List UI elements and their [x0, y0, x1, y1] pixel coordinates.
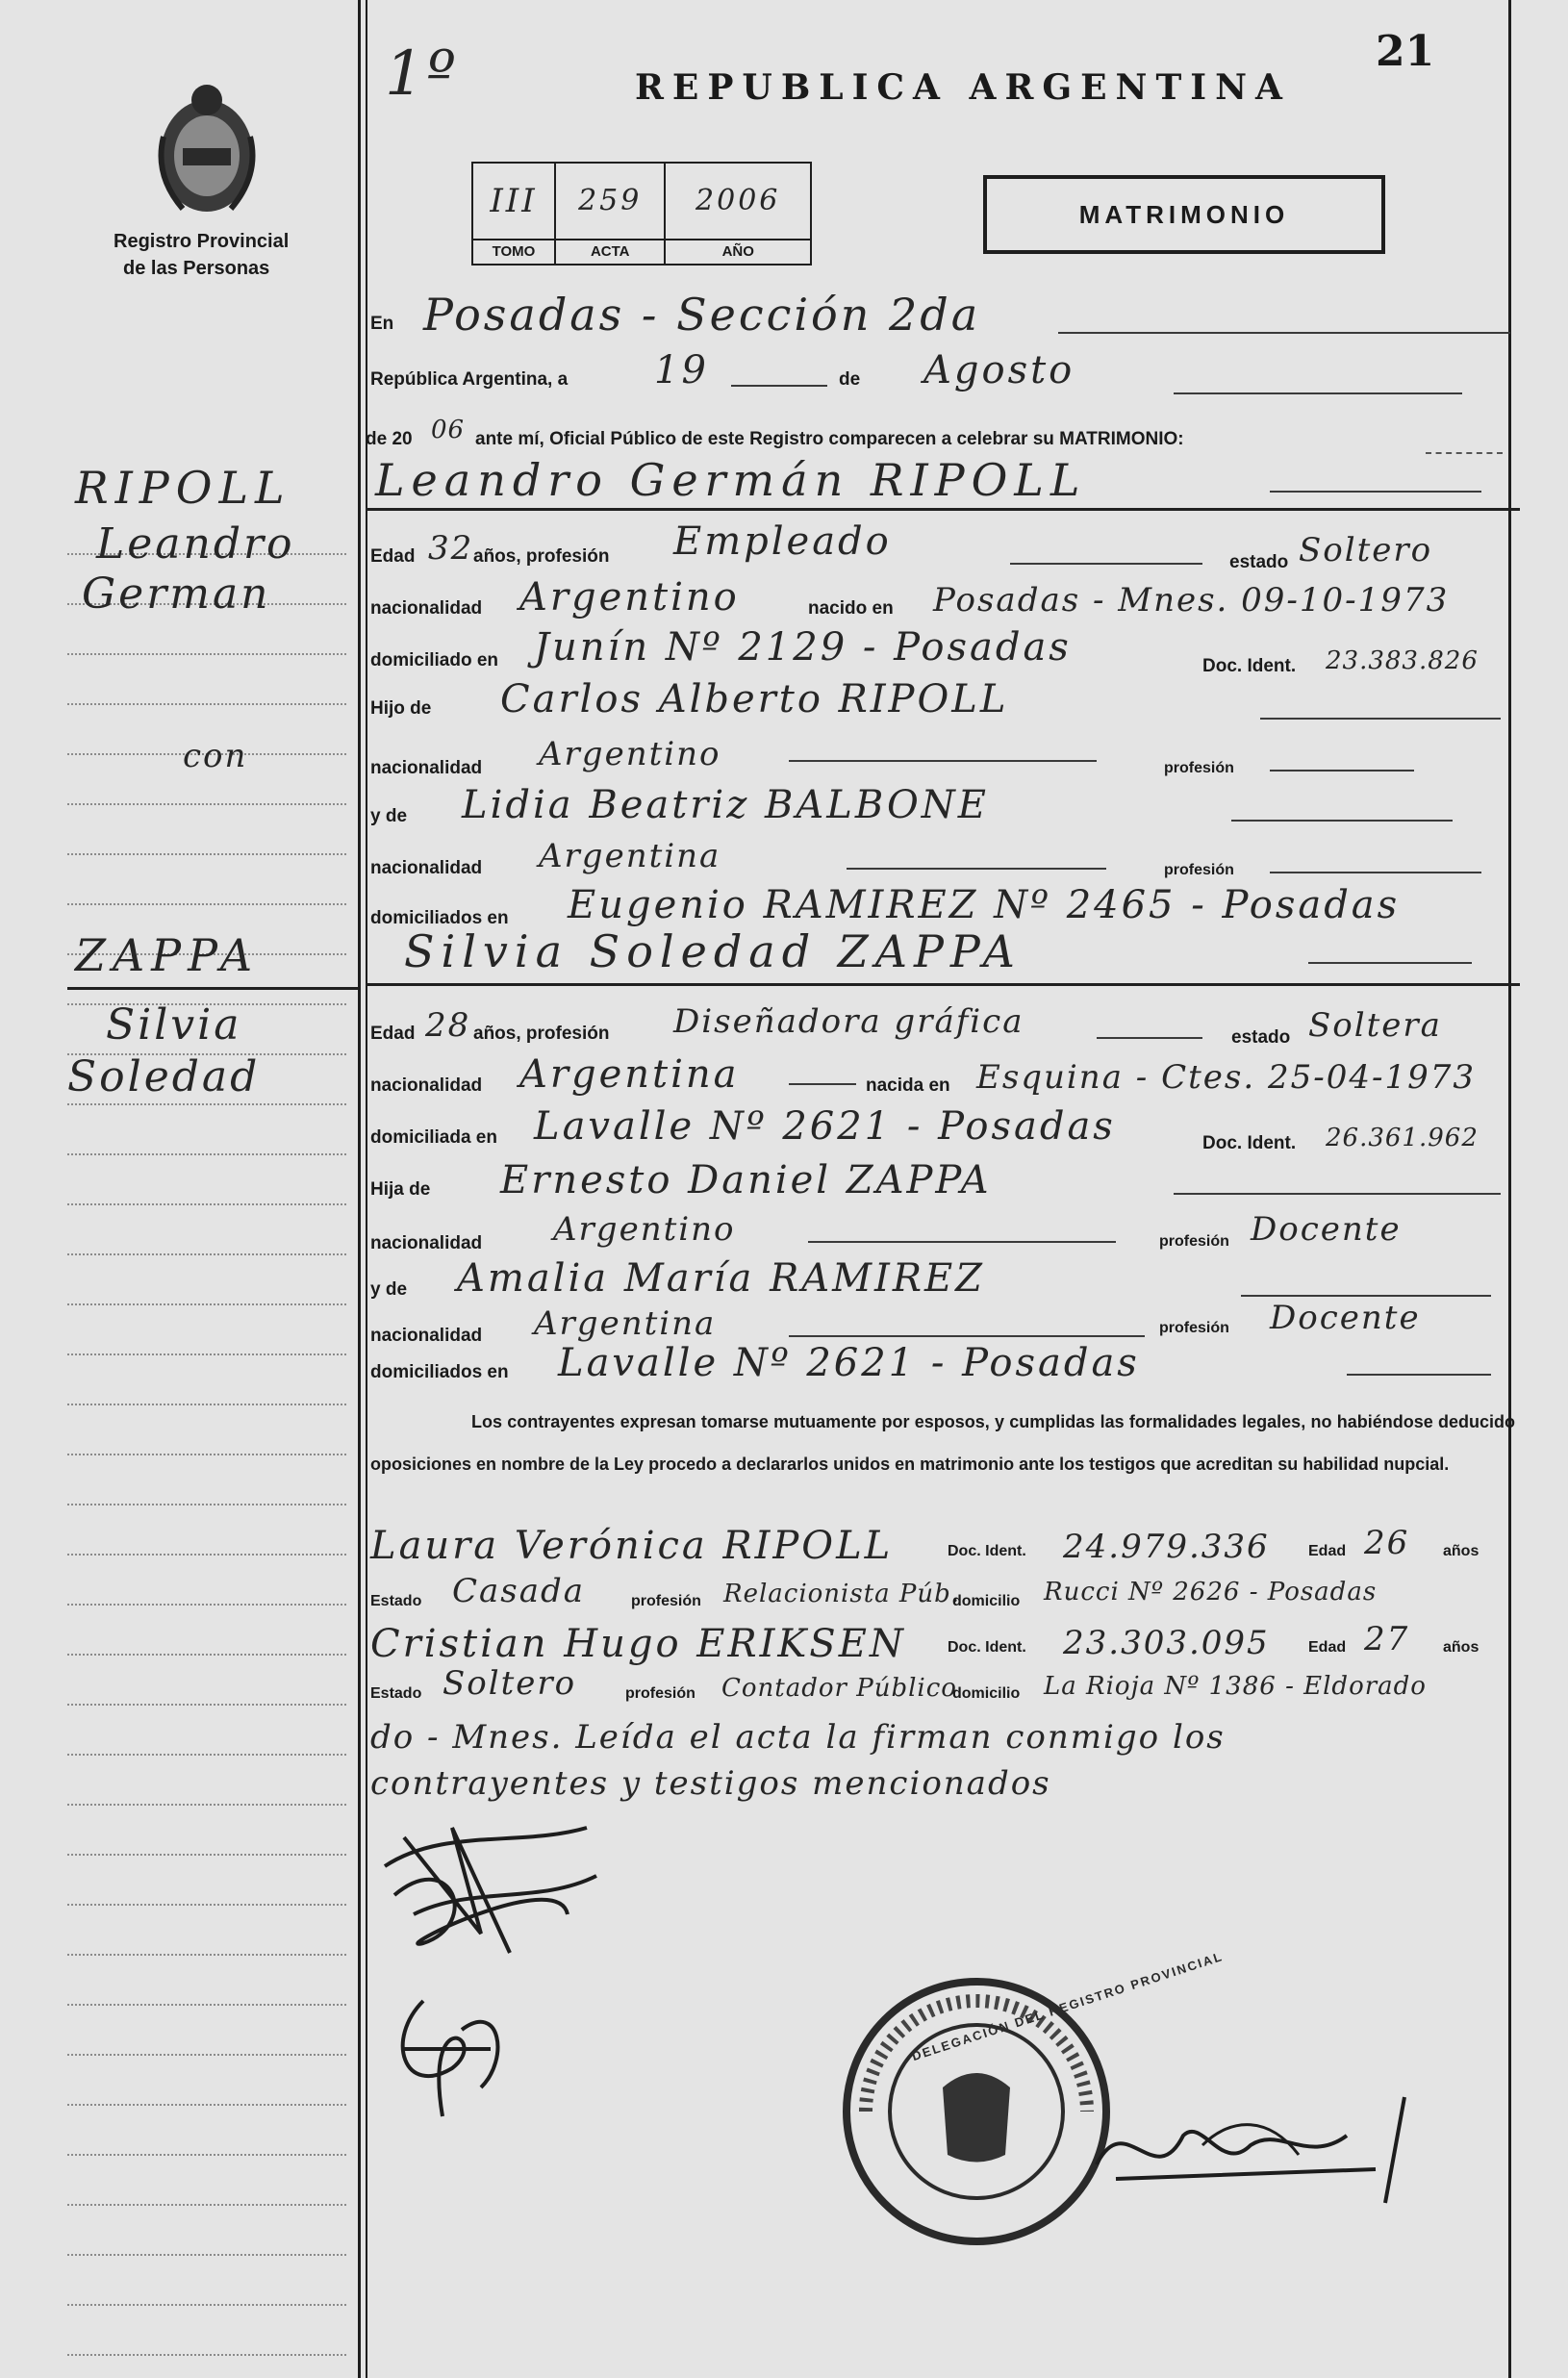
groom-full-name: Leandro Germán RIPOLL	[375, 454, 1087, 506]
closing-line-1: do - Mnes. Leída el acta la firman conmigo los	[370, 1718, 1226, 1757]
margin-ruled-line	[67, 1153, 346, 1155]
tomo-value: III	[472, 163, 555, 240]
witness-2-domicilio-label: domicilio	[952, 1685, 1021, 1702]
margin-ruled-line	[67, 1253, 346, 1255]
bride-name-fill-line	[1308, 962, 1472, 964]
margin-ruled-line	[67, 1604, 346, 1606]
bride-full-name: Silvia Soledad ZAPPA	[404, 925, 1022, 977]
bride-age: 28	[425, 1006, 471, 1045]
margin-ruled-line	[67, 2354, 346, 2356]
groom-mother-nationality-fill-line	[847, 868, 1106, 870]
bride-profession: Diseñadora gráfica	[673, 1002, 1024, 1041]
margin-con: con	[183, 737, 248, 775]
bride-mother-nationality-fill-line	[789, 1335, 1145, 1337]
margin-ruled-line	[67, 1704, 346, 1706]
margin-rule-left	[358, 0, 361, 2378]
bride-mother-profesion-label: profesión	[1159, 1320, 1229, 1336]
bride-mother-profession: Docente	[1270, 1299, 1421, 1337]
witness-1-profesion-label: profesión	[631, 1593, 701, 1609]
witness-1-age: 26	[1364, 1524, 1410, 1562]
margin-ruled-line	[67, 1353, 346, 1355]
country-title: REPUBLICA ARGENTINA	[635, 67, 1291, 108]
groom-mother-nationality: Argentina	[539, 837, 721, 875]
groom-domiciliado-label: domiciliado en	[370, 650, 499, 670]
margin-ruled-line	[67, 1404, 346, 1405]
witness-1-address: Rucci Nº 2626 - Posadas	[1044, 1578, 1378, 1606]
intro-statement: ante mí, Oficial Público de este Registro comparecen a celebrar su MATRIMONIO:	[475, 429, 1184, 449]
margin-ruled-line	[67, 703, 346, 705]
coat-of-arms-icon	[144, 79, 269, 223]
acta-label: ACTA	[555, 240, 665, 266]
bride-mother-fill-line	[1241, 1295, 1491, 1297]
groom-nacido-label: nacido en	[808, 598, 894, 619]
bride-nacionalidad-label: nacionalidad	[370, 1075, 483, 1096]
corner-mark: 1º	[385, 38, 459, 110]
groom-mother-fill-line	[1231, 820, 1453, 822]
witness-1-doc-label: Doc. Ident.	[948, 1543, 1026, 1559]
witness-1-doc: 24.979.336	[1063, 1528, 1270, 1566]
witness-2-name: Cristian Hugo ERIKSEN	[370, 1622, 906, 1666]
bride-anos-profesion-label: años, profesión	[473, 1024, 610, 1044]
margin-groom-given-2: German	[82, 569, 271, 619]
margin-ruled-line	[67, 1904, 346, 1906]
groom-father-nationality-label: nacionalidad	[370, 758, 483, 778]
witness-1-civil-status: Casada	[452, 1572, 586, 1610]
margin-ruled-line	[67, 1504, 346, 1505]
margin-bride-divider	[67, 987, 358, 990]
acta-value: 259	[555, 163, 665, 240]
bride-address: Lavalle Nº 2621 - Posadas	[534, 1104, 1116, 1149]
day-value: 19	[654, 348, 709, 392]
witness-2-profesion-label: profesión	[625, 1685, 695, 1702]
groom-nationality: Argentino	[519, 575, 740, 620]
groom-father: Carlos Alberto RIPOLL	[500, 677, 1009, 721]
bride-father-nationality-fill-line	[808, 1241, 1116, 1243]
de-label: de	[839, 369, 861, 390]
margin-ruled-line	[67, 1554, 346, 1556]
groom-doc-label: Doc. Ident.	[1202, 656, 1297, 676]
margin-ruled-line	[67, 2054, 346, 2056]
bride-nacida-label: nacida en	[866, 1075, 950, 1096]
groom-father-nationality: Argentino	[539, 735, 721, 773]
bride-father-fill-line	[1174, 1193, 1501, 1195]
margin-ruled-line	[67, 1654, 346, 1656]
official-stamp-icon	[837, 1972, 1116, 2251]
margin-ruled-line	[67, 903, 346, 905]
margin-ruled-line	[67, 1754, 346, 1756]
groom-father-nationality-fill-line	[789, 760, 1097, 762]
groom-edad-label: Edad	[370, 546, 416, 567]
margin-ruled-line	[67, 1804, 346, 1806]
month-value: Agosto	[923, 348, 1075, 392]
margin-groom-surname: RIPOLL	[75, 462, 291, 514]
groom-profession: Empleado	[673, 519, 892, 564]
groom-hijo-label: Hijo de	[370, 698, 432, 719]
groom-nacionalidad-label: nacionalidad	[370, 598, 483, 619]
groom-mother: Lidia Beatriz BALBONE	[462, 783, 989, 827]
margin-bride-given-2: Soledad	[67, 1052, 261, 1101]
bride-divider	[366, 983, 1520, 986]
witness-1-domicilio-label: domicilio	[952, 1593, 1021, 1609]
bride-nationality: Argentina	[519, 1052, 740, 1097]
page-number: 21	[1376, 27, 1435, 76]
signature-contrayentes-icon	[366, 1809, 616, 2136]
groom-age: 32	[428, 529, 474, 568]
margin-bride-given-1: Silvia	[106, 1000, 242, 1050]
bride-estado-label: estado	[1231, 1027, 1291, 1048]
groom-father-profesion-label: profesión	[1164, 760, 1234, 776]
bride-civil-status: Soltera	[1308, 1006, 1442, 1045]
margin-ruled-line	[67, 1954, 346, 1956]
act-number-box	[471, 162, 812, 266]
bride-nationality-fill-line	[789, 1083, 856, 1085]
bride-parents-fill-line	[1347, 1374, 1491, 1376]
groom-mother-profesion-fill-line	[1270, 872, 1481, 873]
margin-bride-surname: ZAPPA	[75, 929, 260, 981]
witness-1-name: Laura Verónica RIPOLL	[370, 1524, 894, 1568]
ano-label: AÑO	[665, 240, 811, 266]
bride-father-nationality-label: nacionalidad	[370, 1233, 483, 1253]
groom-civil-status: Soltero	[1299, 531, 1433, 569]
groom-estado-label: estado	[1229, 552, 1289, 572]
en-label: En	[370, 314, 394, 334]
republica-label: República Argentina, a	[370, 369, 569, 390]
groom-mother-profesion-label: profesión	[1164, 862, 1234, 878]
groom-mother-nationality-label: nacionalidad	[370, 858, 483, 878]
margin-groom-given-1: Leandro	[96, 519, 295, 569]
place-value: Posadas - Sección 2da	[423, 289, 981, 341]
witness-2-profession: Contador Público	[721, 1674, 957, 1703]
bride-father-profesion-label: profesión	[1159, 1233, 1229, 1250]
margin-ruled-line	[67, 803, 346, 805]
bride-birth: Esquina - Ctes. 25-04-1973	[976, 1058, 1476, 1097]
tomo-label: TOMO	[472, 240, 555, 266]
groom-father-fill-line	[1260, 718, 1501, 720]
margin-ruled-line	[67, 1854, 346, 1856]
bride-mother-nationality-label: nacionalidad	[370, 1326, 483, 1346]
bride-domiciliada-label: domiciliada en	[370, 1127, 497, 1148]
bride-parents-address: Lavalle Nº 2621 - Posadas	[558, 1341, 1140, 1385]
groom-profession-fill-line	[1010, 563, 1202, 565]
day-fill-line	[731, 385, 827, 387]
bride-parents-domicile-label: domiciliados en	[370, 1362, 509, 1382]
witness-2-age: 27	[1364, 1620, 1410, 1658]
margin-ruled-line	[67, 2254, 346, 2256]
registry-name-line1: Registro Provincial	[114, 231, 290, 252]
signature-official-icon	[1087, 2078, 1433, 2213]
groom-parents-address: Eugenio RAMIREZ Nº 2465 - Posadas	[568, 883, 1401, 927]
groom-doc: 23.383.826	[1326, 646, 1479, 675]
month-fill-line	[1174, 392, 1462, 394]
margin-ruled-line	[67, 1203, 346, 1205]
act-type-box: MATRIMONIO	[983, 175, 1385, 254]
groom-father-profesion-fill-line	[1270, 770, 1414, 772]
statement-fill-line	[1426, 452, 1503, 454]
declaration-text: Los contrayentes expresan tomarse mutuamente por esposos, y cumplidas las formalidades legales, no habiéndose deducido oposiciones en nombre de la Ley procedo a declararlos unidos en matrimonio ante los testigos que acreditan su habilidad nupcial.	[370, 1412, 1515, 1474]
witness-1-estado-label: Estado	[370, 1593, 422, 1609]
bride-edad-label: Edad	[370, 1024, 416, 1044]
year-prefix: de 20	[366, 429, 413, 449]
bride-y-de-label: y de	[370, 1279, 408, 1300]
witness-1-anos-label: años	[1443, 1543, 1479, 1559]
closing-line-2: contrayentes y testigos mencionados	[370, 1764, 1051, 1803]
groom-y-de-label: y de	[370, 806, 408, 826]
margin-ruled-line	[67, 653, 346, 655]
bride-mother: Amalia María RAMIREZ	[457, 1256, 985, 1301]
margin-rule-right	[1508, 0, 1511, 2378]
witness-2-address: La Rioja Nº 1386 - Eldorado	[1044, 1672, 1427, 1701]
witness-2-anos-label: años	[1443, 1639, 1479, 1656]
registry-name-line2: de las Personas	[123, 258, 270, 279]
margin-ruled-line	[67, 853, 346, 855]
groom-name-fill-line	[1270, 491, 1481, 493]
margin-ruled-line	[67, 1303, 346, 1305]
bride-mother-nationality: Argentina	[534, 1304, 717, 1343]
margin-ruled-line	[67, 1103, 346, 1105]
bride-profession-fill-line	[1097, 1037, 1202, 1039]
place-fill-line	[1058, 332, 1510, 334]
year-suffix: 06	[431, 416, 466, 444]
margin-ruled-line	[67, 2154, 346, 2156]
witness-2-doc: 23.303.095	[1063, 1624, 1270, 1662]
witness-1-profession: Relacionista Púb.	[723, 1580, 961, 1608]
margin-ruled-line	[67, 2304, 346, 2306]
witness-2-estado-label: Estado	[370, 1685, 422, 1702]
margin-ruled-line	[67, 2004, 346, 2006]
margin-ruled-line	[67, 1454, 346, 1455]
bride-father-profession: Docente	[1251, 1210, 1402, 1249]
margin-ruled-line	[67, 2204, 346, 2206]
groom-divider	[366, 508, 1520, 511]
bride-father-nationality: Argentino	[553, 1210, 736, 1249]
ano-value: 2006	[665, 163, 811, 240]
groom-anos-profesion-label: años, profesión	[473, 546, 610, 567]
bride-doc: 26.361.962	[1326, 1124, 1479, 1152]
bride-father: Ernesto Daniel ZAPPA	[500, 1158, 992, 1202]
witness-2-doc-label: Doc. Ident.	[948, 1639, 1026, 1656]
bride-hija-label: Hija de	[370, 1179, 431, 1200]
margin-ruled-line	[67, 2104, 346, 2106]
bride-doc-label: Doc. Ident.	[1202, 1133, 1297, 1153]
witness-2-edad-label: Edad	[1308, 1639, 1347, 1656]
stamp-text: DELEGACIÓN DEL REGISTRO PROVINCIAL	[909, 1948, 1226, 2064]
groom-address: Junín Nº 2129 - Posadas	[534, 625, 1072, 670]
groom-parents-domicile-label: domiciliados en	[370, 908, 509, 928]
witness-2-civil-status: Soltero	[443, 1664, 577, 1703]
witness-1-edad-label: Edad	[1308, 1543, 1347, 1559]
groom-birth: Posadas - Mnes. 09-10-1973	[933, 581, 1450, 620]
